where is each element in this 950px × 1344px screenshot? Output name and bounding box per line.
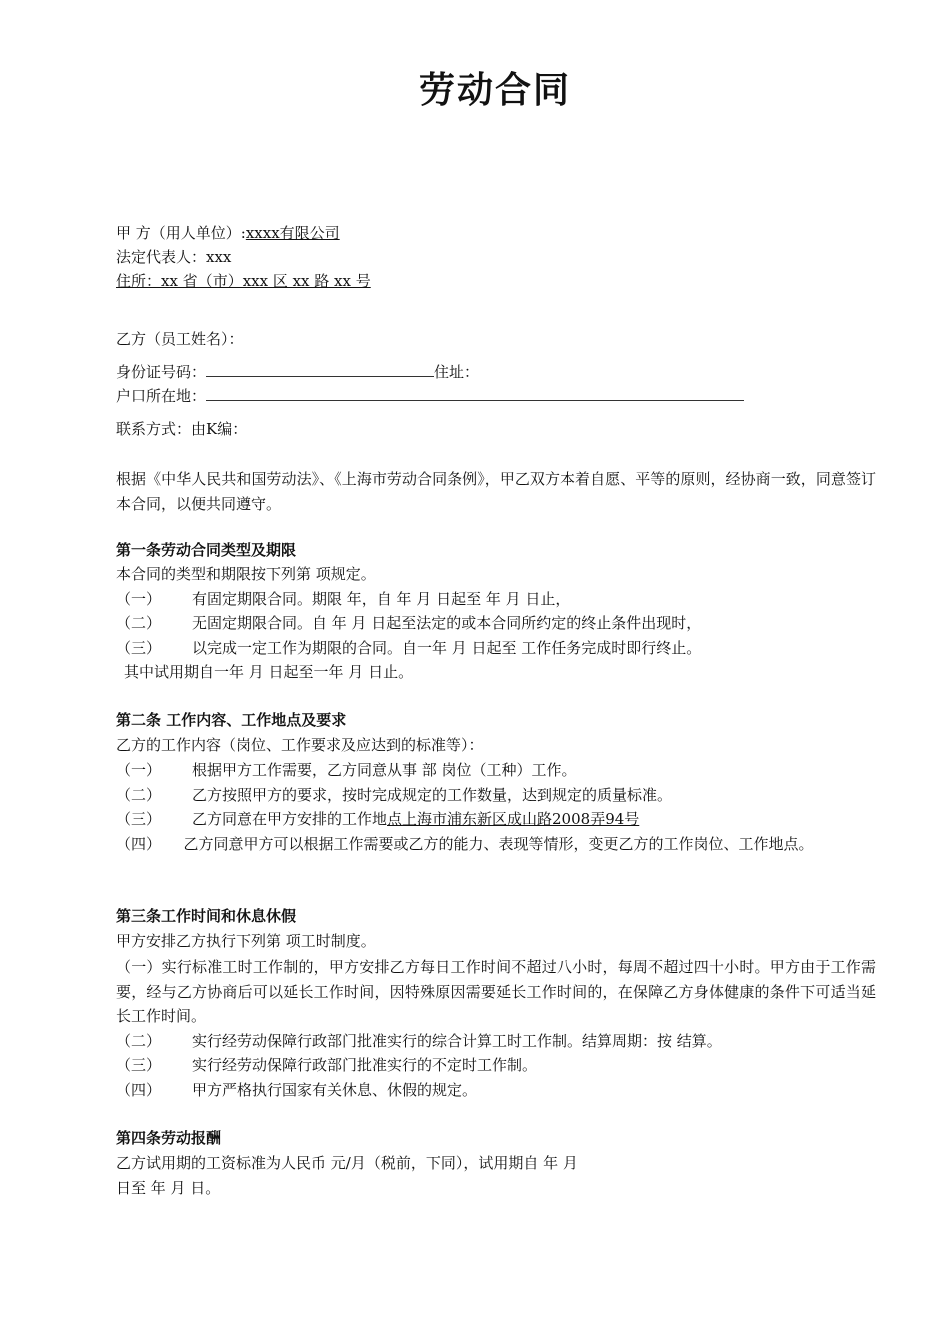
article-3-heading: 第三条工作时间和休息休假 <box>116 907 297 925</box>
article-4-line: 乙方试用期的工资标准为人民币 元/月（税前，下同），试用期自 年 月 <box>116 1154 578 1172</box>
party-a-label: 甲 方（用人单位）: <box>116 224 246 242</box>
id-number-line <box>116 362 479 382</box>
item-number: （三） <box>116 810 162 828</box>
article-3-intro: 甲方安排乙方执行下列第 项工时制度。 <box>116 932 376 950</box>
item-number: （一） <box>116 761 162 779</box>
article-1-heading: 第一条劳动合同类型及期限 <box>116 541 297 559</box>
work-location: 点上海市浦东新区成山路2008弄94号 <box>387 810 640 828</box>
item-text: 有固定期限合同。期限 年，自 年 月 日起至 年 月 日止， <box>192 590 571 608</box>
hukou-line <box>116 386 744 406</box>
item-number: （一） <box>116 590 162 608</box>
item-number: （二） <box>116 786 162 804</box>
party-a-line <box>116 223 340 243</box>
item-number: （二） <box>116 614 162 632</box>
item-text: 以完成一定工作为期限的合同。自一年 月 日起至 工作任务完成时即行终止。 <box>192 639 702 657</box>
item-number: （三） <box>116 1056 162 1074</box>
article-1-intro: 本合同的类型和期限按下列第 项规定。 <box>116 565 376 583</box>
article-2-item <box>116 809 639 829</box>
item-text: 乙方按照甲方的要求，按时完成规定的工作数量，达到规定的质量标准。 <box>192 786 673 804</box>
id-number-blank <box>206 362 434 377</box>
contact-line: 联系方式：由K编： <box>116 420 248 438</box>
article-3-item <box>116 1031 722 1051</box>
id-number-label: 身份证号码： <box>116 363 207 381</box>
preamble-paragraph: 根据《中华人民共和国劳动法》、《上海市劳动合同条例》，甲乙双方本着自愿、平等的原则，经协商一致，同意签订本合同，以便共同遵守。 <box>116 470 876 513</box>
hukou-label: 户口所在地： <box>116 387 207 405</box>
article-4-heading: 第四条劳动报酬 <box>116 1129 222 1147</box>
article-1-item <box>116 638 701 658</box>
article-1-item <box>116 613 701 633</box>
item-text: 甲方严格执行国家有关休息、休假的规定。 <box>192 1081 478 1099</box>
article-2-item-4: （四） 乙方同意甲方可以根据工作需要或乙方的能力、表现等情形，变更乙方的工作岗位、工作地点。 <box>116 835 814 853</box>
article-2-heading: 第二条 工作内容、工作地点及要求 <box>116 711 347 729</box>
address-label: 住址： <box>434 363 480 381</box>
item-number: （二） <box>116 1032 162 1050</box>
item-number: （四） <box>116 1081 162 1099</box>
article-2-item <box>116 785 672 805</box>
item-text: 实行经劳动保障行政部门批准实行的综合计算工时工作制。结算周期：按 结算。 <box>192 1032 722 1050</box>
legal-rep-label: 法定代表人： <box>116 248 207 266</box>
party-a-address: 住所：xx 省（市）xxx 区 xx 路 xx 号 <box>116 272 371 290</box>
legal-rep-value: xxx <box>206 248 232 266</box>
article-3-item <box>116 1055 537 1075</box>
party-a-company: xxxx有限公司 <box>245 224 340 242</box>
article-4-line: 日至 年 月 日。 <box>116 1179 221 1197</box>
item-text: 无固定期限合同。自 年 月 日起至法定的或本合同所约定的终止条件出现时， <box>192 614 702 632</box>
item-text: 实行经劳动保障行政部门批准实行的不定时工作制。 <box>192 1056 538 1074</box>
article-3-item-1: （一）实行标准工时工作制的，甲方安排乙方每日工作时间不超过八小时，每周不超过四十小时。甲方由于工作需要，经与乙方协商后可以延长工作时间，因特殊原因需要延长工作时间的，在保障乙方身体健康的条件下可适当延长工作时间。 <box>116 958 876 1025</box>
article-3-item <box>116 1080 477 1100</box>
item-text: 根据甲方工作需要，乙方同意从事 部 岗位（工种）工作。 <box>192 761 577 779</box>
item-text: 乙方同意在甲方安排的工作地 <box>192 810 388 828</box>
party-b-label: 乙方（员工姓名）： <box>116 330 244 348</box>
article-1-item <box>116 589 570 609</box>
hukou-blank <box>206 386 744 401</box>
legal-rep-line <box>116 247 231 267</box>
probation-line: 其中试用期自一年 月 日起至一年 月 日止。 <box>124 663 414 681</box>
document-title: 劳动合同 <box>418 70 571 111</box>
article-2-item <box>116 760 577 780</box>
item-number: （三） <box>116 639 162 657</box>
article-2-intro: 乙方的工作内容（岗位、工作要求及应达到的标准等）： <box>116 736 484 754</box>
